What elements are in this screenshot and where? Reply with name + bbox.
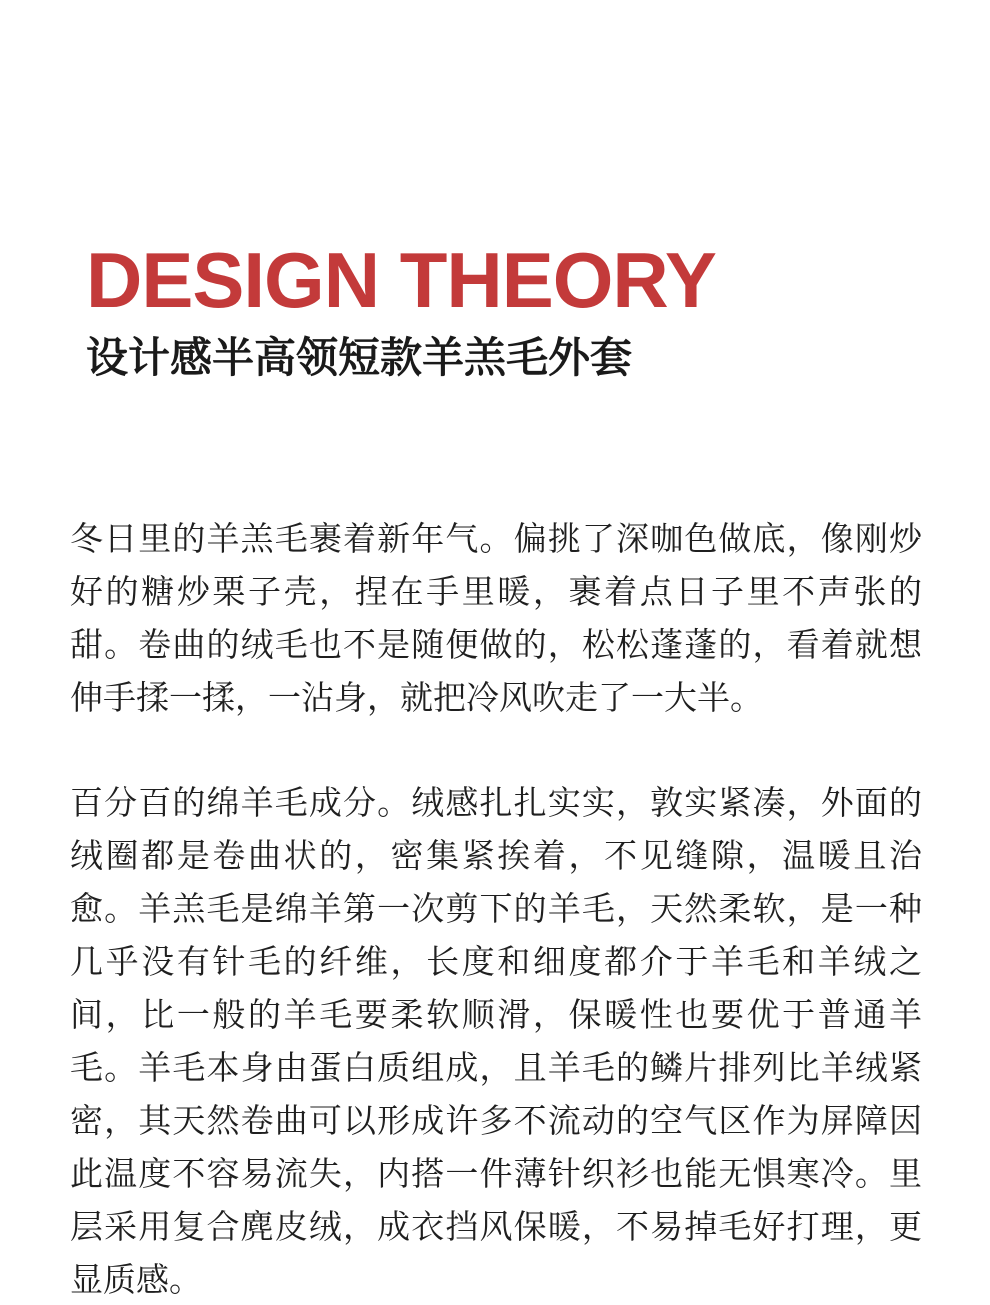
chinese-subtitle: 设计感半高领短款羊羔毛外套: [86, 333, 633, 382]
english-title: DESIGN THEORY: [86, 236, 716, 324]
intro-paragraph: 冬日里的羊羔毛裹着新年气。偏挑了深咖色做底，像刚炒好的糖炒栗子壳，捏在手里暖，裹着点日子里不声张的甜。卷曲的绒毛也不是随便做的，松松蓬蓬的，看着就想伸手揉一揉，一沾身，就把冷风吹走了一大半。: [70, 519, 922, 717]
material-paragraph: 百分百的绵羊毛成分。绒感扎扎实实，敦实紧凑，外面的绒圈都是卷曲状的，密集紧挨着，不见缝隙，温暖且治愈。羊羔毛是绵羊第一次剪下的羊毛，天然柔软，是一种几乎没有针毛的纤维，长度和细度都介于羊毛和羊绒之间，比一般的羊毛要柔软顺滑，保暖性也要优于普通羊毛。羊毛本身由蛋白质组成，且羊毛的鳞片排列比羊绒紧密，其天然卷曲可以形成许多不流动的空气区作为屏障因此温度不容易流失，内搭一件薄针织衫也能无惧寒冷。里层采用复合麂皮绒，成衣挡风保暖，不易掉毛好打理，更显质感。: [70, 783, 922, 1299]
